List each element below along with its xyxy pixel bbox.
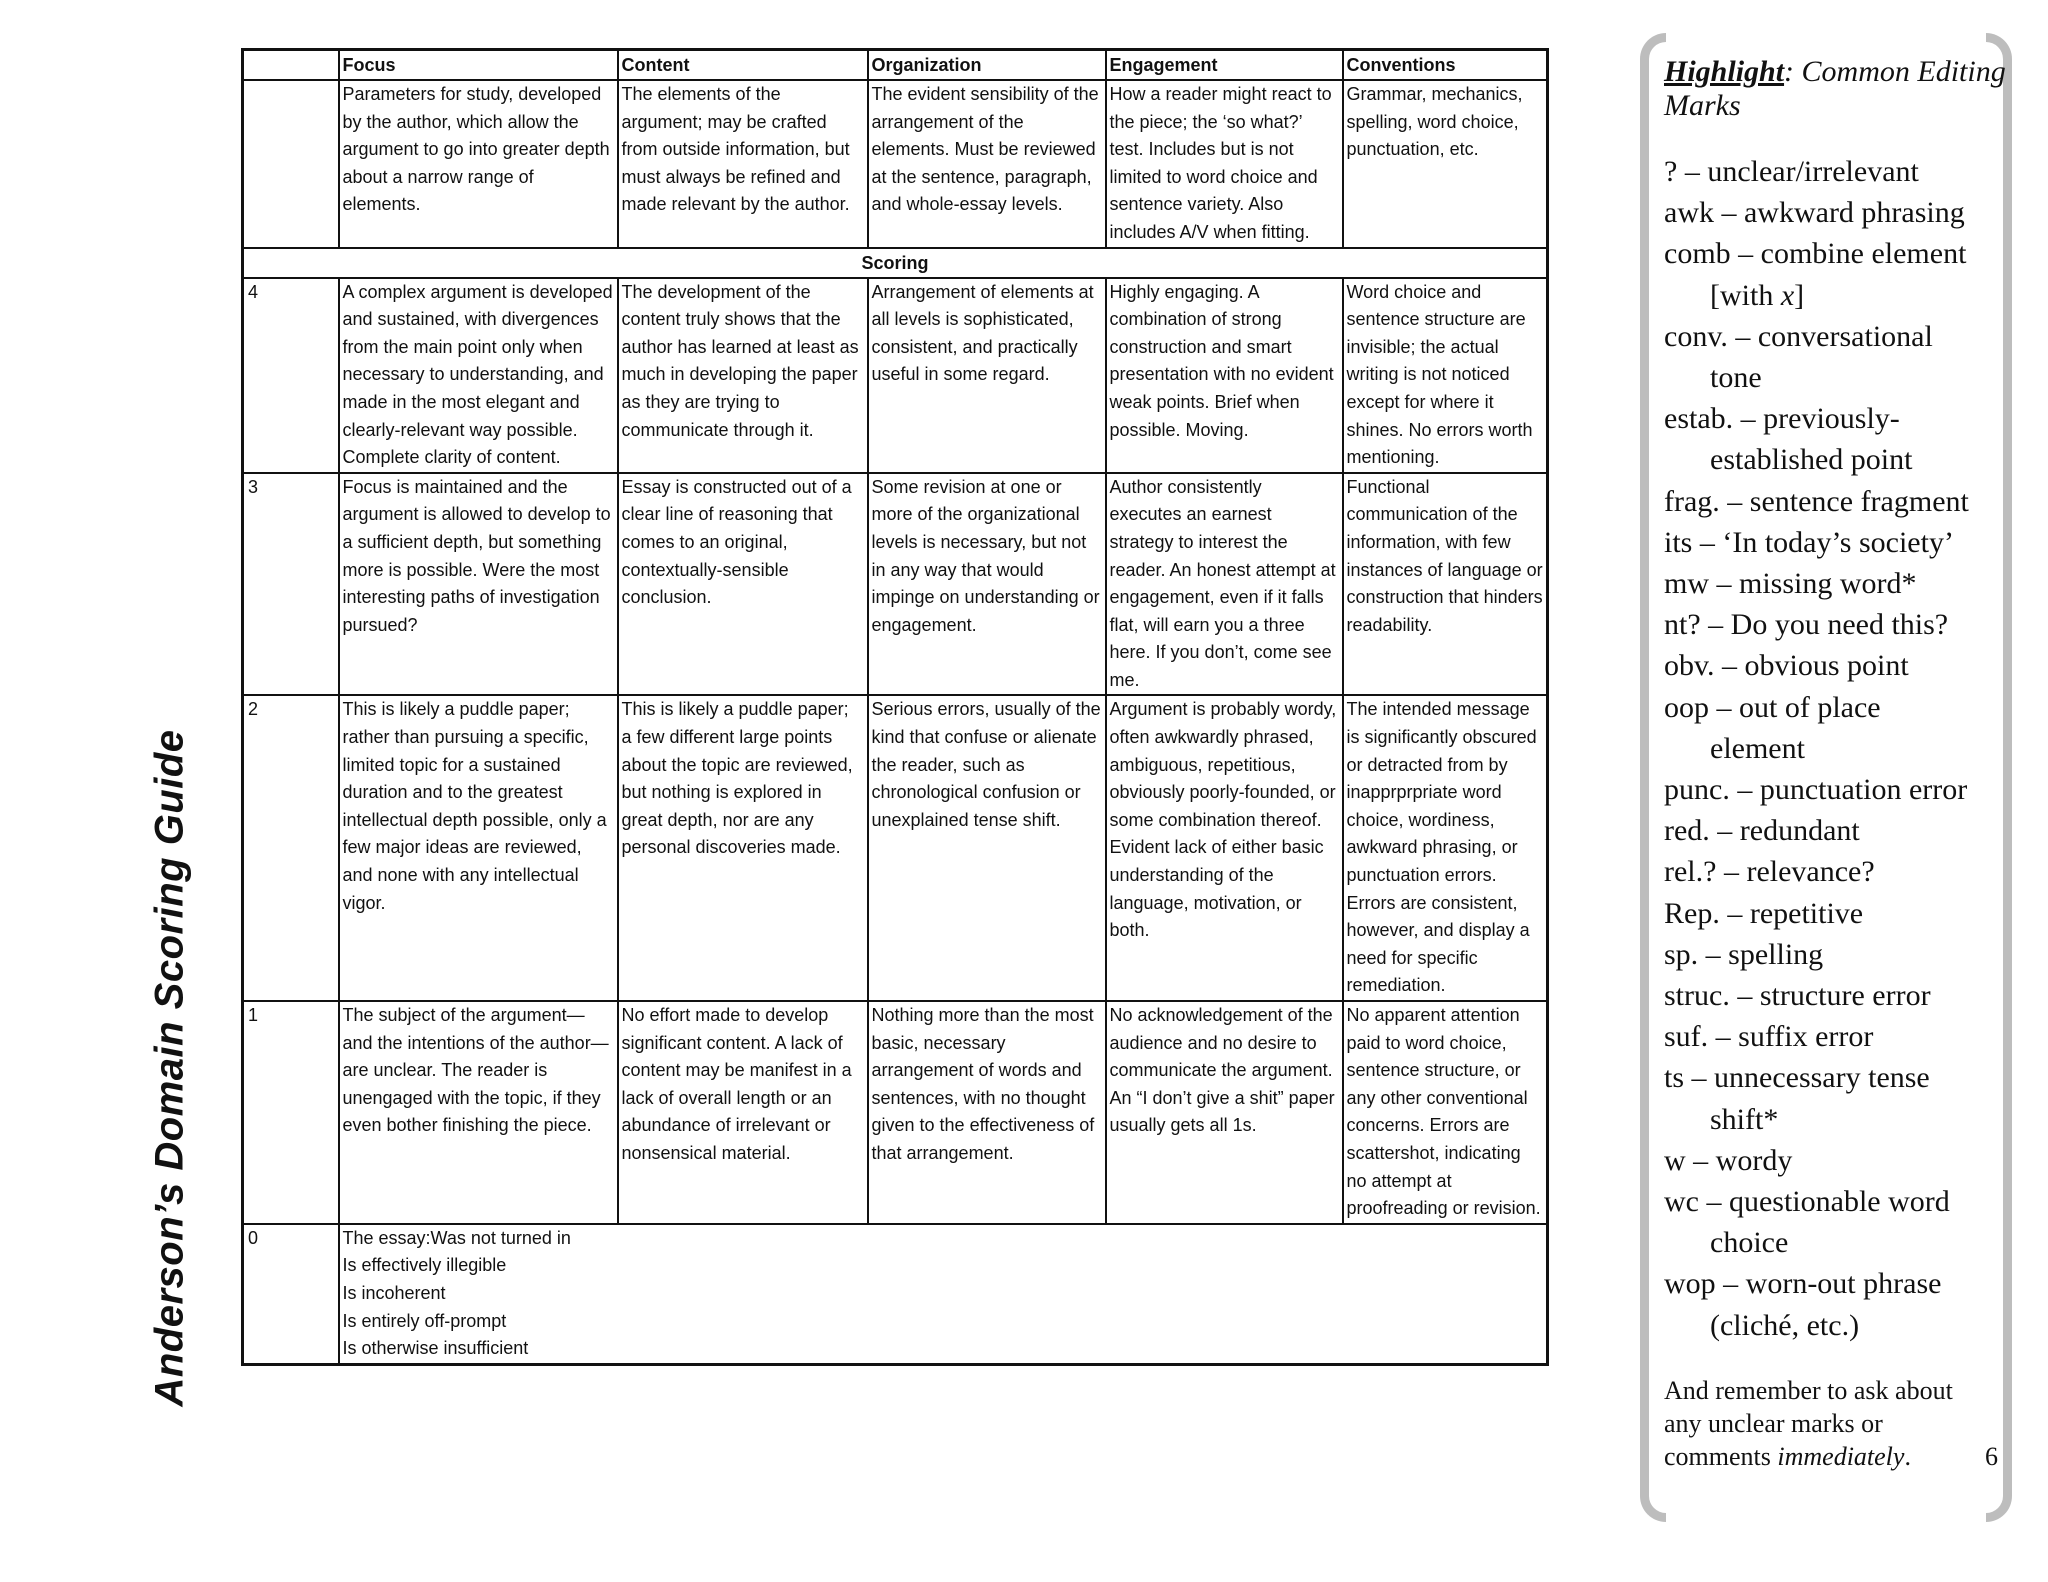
score-1-content: No effort made to develop significant content. A lack of content may be manifest in a lack of overall length or an abundance of irrelevant or nonsensical material. <box>618 1001 868 1224</box>
editing-mark-continuation: choice <box>1710 1226 1789 1260</box>
score-row-1 <box>243 1001 1548 1224</box>
editing-mark-continuation: (cliché, etc.) <box>1710 1308 1860 1342</box>
editing-mark-item: suf. – suffix error <box>1664 1020 1874 1054</box>
editing-mark-item: awk – awkward phrasing <box>1664 196 1965 230</box>
editing-mark-item: obv. – obvious point <box>1664 649 1909 683</box>
variable-x: x <box>1780 278 1795 312</box>
score-0-line: Is entirely off-prompt <box>342 1310 507 1331</box>
score-1-organization: Nothing more than the most basic, necessary arrangement of words and sentences, with no thought given to the effectiveness of that arrangement. <box>868 1001 1106 1224</box>
score-2-focus: This is likely a puddle paper; rather than pursuing a specific, limited topic for a sustained duration and to the greatest intellectual depth possible, only a few major ideas are reviewed, and none with any intellectual vigor. <box>339 695 618 1001</box>
score-1-engagement: No acknowledgement of the audience and no desire to communicate the argument. An “I don’t give a shit” paper usually gets all 1s. <box>1106 1001 1343 1224</box>
left-bracket-decoration <box>1640 33 1666 1522</box>
side-title: Anderson’s Domain Scoring Guide <box>147 729 192 1407</box>
editing-mark-item: conv. – conversational <box>1664 319 1933 353</box>
score-row-2 <box>243 695 1548 1001</box>
editing-mark-item: frag. – sentence fragment <box>1664 484 1969 518</box>
score-3-content: Essay is constructed out of a clear line of reasoning that comes to an original, contextually-sensible conclusion. <box>618 473 868 696</box>
editing-mark-continuation: tone <box>1710 361 1762 395</box>
editing-mark-item: mw – missing word* <box>1664 567 1917 601</box>
highlight-word: Highlight <box>1664 55 1785 88</box>
reminder-line: any unclear marks or <box>1664 1408 1883 1438</box>
score-4-conventions: Word choice and sentence structure are invisible; the actual writing is not noticed except for where it shines. No errors worth mentioning. <box>1343 278 1548 473</box>
score-label: 1 <box>243 1001 339 1224</box>
editing-mark-item: oop – out of place <box>1664 690 1881 724</box>
score-label: 3 <box>243 473 339 696</box>
score-4-focus: A complex argument is developed and sustained, with divergences from the main point only when necessary to understanding, and made in the most elegant and clearly-relevant way possible. Complete clarity of content. <box>339 278 618 473</box>
header-focus: Focus <box>339 50 618 81</box>
editing-mark-item: wc – questionable word <box>1664 1185 1950 1219</box>
score-0-line: Is incoherent <box>342 1282 446 1303</box>
description-conventions: Grammar, mechanics, spelling, word choice, punctuation, etc. <box>1343 80 1548 248</box>
score-row-4 <box>243 278 1548 473</box>
score-4-content: The development of the content truly shows that the author has learned at least as much in developing the paper as they are trying to communicate through it. <box>618 278 868 473</box>
score-0-criteria <box>339 1224 1548 1364</box>
score-label: 2 <box>243 695 339 1001</box>
score-1-conventions: No apparent attention paid to word choice, sentence structure, or any other conventional concerns. Errors are scattershot, indicating no attempt at proofreading or revision. <box>1343 1001 1548 1224</box>
score-0-line: The essay:Was not turned in <box>342 1227 571 1248</box>
title-rest: : Common Editing Marks <box>1664 55 2006 122</box>
score-2-content: This is likely a puddle paper; a few different large points about the topic are reviewed, but nothing is explored in great depth, nor are any personal discoveries made. <box>618 695 868 1001</box>
reminder-end: . <box>1904 1441 1911 1471</box>
score-1-focus: The subject of the argument—and the intentions of the author—are unclear. The reader is unengaged with the topic, if they even bother finishing the piece. <box>339 1001 618 1224</box>
score-3-focus: Focus is maintained and the argument is allowed to develop to a sufficient depth, but something more is possible. Were the most interesting paths of investigation pursued? <box>339 473 618 696</box>
editing-mark-item: Rep. – repetitive <box>1664 896 1864 930</box>
header-row <box>243 50 1548 81</box>
description-content: The elements of the argument; may be crafted from outside information, but must always be refined and made relevant by the author. <box>618 80 868 248</box>
score-3-engagement: Author consistently executes an earnest strategy to interest the reader. An honest attempt at engagement, even if it falls flat, will earn you a three here. If you don’t, come see me. <box>1106 473 1343 696</box>
editing-mark-continuation: element <box>1710 731 1805 765</box>
score-3-conventions: Functional communication of the information, with few instances of language or construction that hinders readability. <box>1343 473 1548 696</box>
editing-mark-item: ? – unclear/irrelevant <box>1664 155 1919 188</box>
description-row <box>243 80 1548 248</box>
description-focus: Parameters for study, developed by the author, which allow the argument to go into greater depth about a narrow range of elements. <box>339 80 618 248</box>
score-3-organization: Some revision at one or more of the organizational levels is necessary, but not in any way that would impinge on understanding or engagement. <box>868 473 1106 696</box>
editing-mark-item: rel.? – relevance? <box>1664 855 1875 889</box>
score-2-conventions: The intended message is significantly obscured or detracted from by inapprprpriate word choice, wordiness, awkward phrasing, or punctuation errors. Errors are consistent, however, and display a need for specific remediation. <box>1343 695 1548 1001</box>
page-number: 6 <box>1985 1441 1998 1471</box>
scoring-rubric-table <box>241 48 1549 1366</box>
editing-mark-item: comb – combine element <box>1664 237 1967 271</box>
score-row-0 <box>243 1224 1548 1364</box>
score-label: 0 <box>243 1224 339 1364</box>
score-4-engagement: Highly engaging. A combination of strong construction and smart presentation with no evident weak points. Brief when possible. Moving. <box>1106 278 1343 473</box>
description-engagement: How a reader might react to the piece; the ‘so what?’ test. Includes but is not limited to word choice and sentence variety. Also includes A/V when fitting. <box>1106 80 1343 248</box>
editing-marks-content <box>1664 55 2008 1473</box>
reminder-text: comments <box>1664 1441 1778 1471</box>
editing-mark-item: nt? – Do you need this? <box>1664 608 1949 642</box>
editing-mark-continuation: established point <box>1710 443 1913 477</box>
reminder-emphasis: immediately <box>1777 1441 1905 1471</box>
editing-mark-item: ts – unnecessary tense <box>1664 1061 1930 1095</box>
description-organization: The evident sensibility of the arrangement of the elements. Must be reviewed at the sentence, paragraph, and whole-essay levels. <box>868 80 1106 248</box>
score-row-3 <box>243 473 1548 696</box>
score-4-organization: Arrangement of elements at all levels is sophisticated, consistent, and practically useful in some regard. <box>868 278 1106 473</box>
editing-mark-item: red. – redundant <box>1664 814 1860 848</box>
editing-marks-title <box>1664 55 2008 123</box>
corner-cell <box>243 50 339 81</box>
reminder-line: And remember to ask about <box>1664 1375 1953 1405</box>
editing-marks-panel <box>1640 33 2012 1522</box>
reminder-line <box>1664 1440 2008 1473</box>
header-organization: Organization <box>868 50 1106 81</box>
scoring-label-row <box>243 248 1548 278</box>
editing-mark-item: estab. – previously- <box>1664 402 1900 436</box>
editing-mark-item: struc. – structure error <box>1664 979 1931 1013</box>
editing-mark-continuation: shift* <box>1710 1102 1779 1136</box>
editing-mark-item: w – wordy <box>1664 1143 1793 1177</box>
header-engagement: Engagement <box>1106 50 1343 81</box>
editing-marks-list <box>1664 151 2008 1346</box>
editing-mark-continuation: [with x] <box>1710 278 1805 312</box>
score-2-engagement: Argument is probably wordy, often awkwardly phrased, ambiguous, repetitious, obviously poorly-founded, or some combination thereof. Evident lack of either basic understanding of the language, motivation, or both. <box>1106 695 1343 1001</box>
editing-mark-item: punc. – punctuation error <box>1664 773 1968 807</box>
editing-mark-item: its – ‘In today’s society’ <box>1664 525 1954 559</box>
scoring-label: Scoring <box>243 248 1548 278</box>
reminder-note <box>1664 1374 2008 1473</box>
header-conventions: Conventions <box>1343 50 1548 81</box>
score-0-line: Is effectively illegible <box>342 1255 507 1276</box>
score-0-line: Is otherwise insufficient <box>342 1338 529 1359</box>
header-content: Content <box>618 50 868 81</box>
description-blank-cell <box>243 80 339 248</box>
editing-mark-item: wop – worn-out phrase <box>1664 1267 1942 1301</box>
score-label: 4 <box>243 278 339 473</box>
editing-mark-item: sp. – spelling <box>1664 937 1824 971</box>
score-2-organization: Serious errors, usually of the kind that confuse or alienate the reader, such as chronological confusion or unexplained tense shift. <box>868 695 1106 1001</box>
